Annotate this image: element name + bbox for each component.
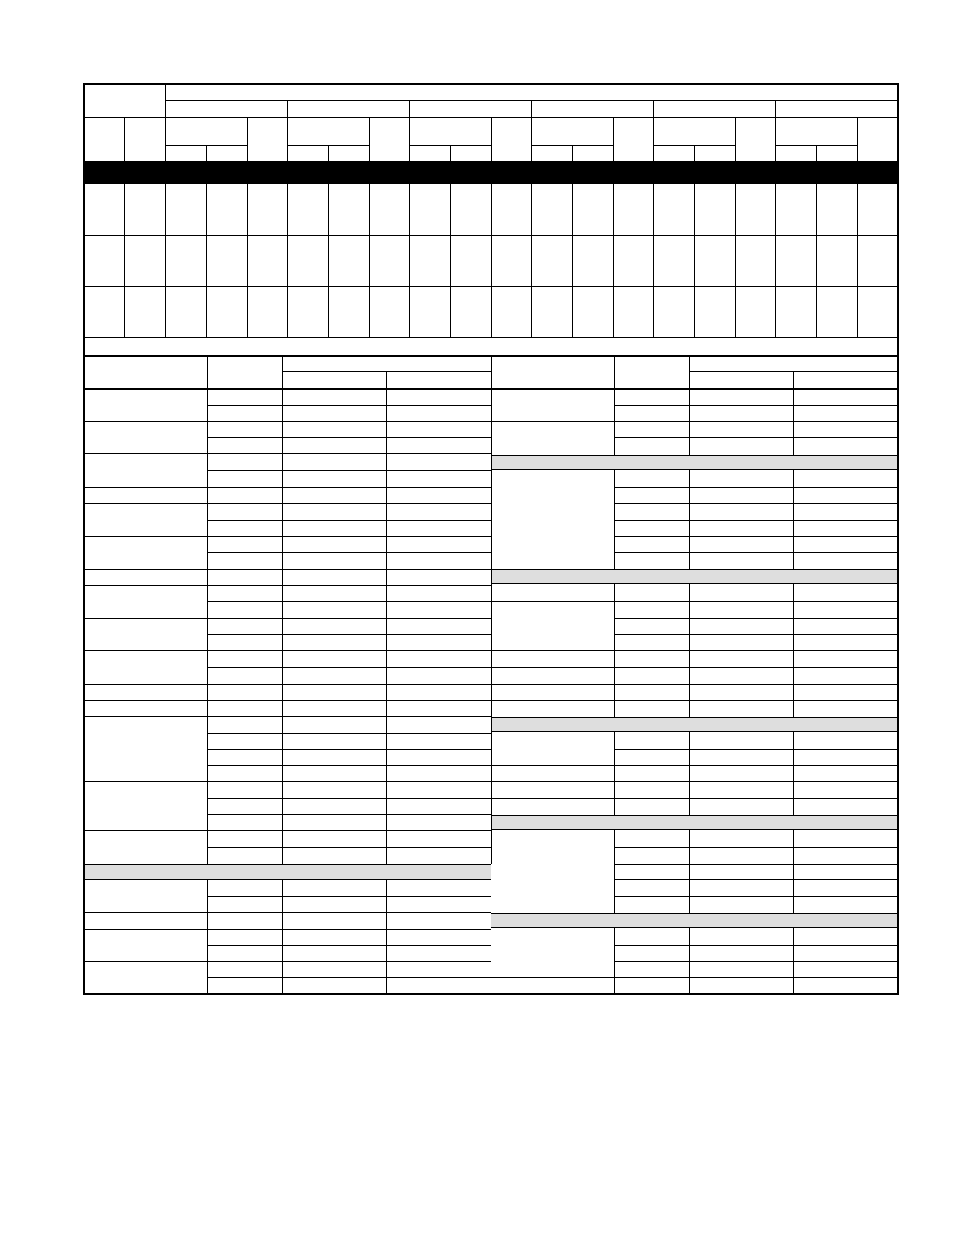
grid-line-horizontal xyxy=(207,437,491,438)
grid-line-horizontal xyxy=(614,634,897,635)
grid-line-vertical xyxy=(165,184,166,337)
grid-line-vertical xyxy=(614,469,615,569)
grid-line-vertical xyxy=(614,829,615,913)
grid-line-vertical xyxy=(613,184,614,337)
grid-line-horizontal xyxy=(83,83,899,85)
grid-line-horizontal xyxy=(83,286,897,287)
grid-line-vertical xyxy=(689,469,690,569)
grid-line-vertical xyxy=(386,371,387,388)
shaded-row xyxy=(491,569,897,583)
grid-line-vertical xyxy=(491,117,492,161)
grid-line-vertical xyxy=(775,184,776,337)
grid-line-horizontal xyxy=(207,847,491,848)
grid-line-vertical xyxy=(793,927,794,993)
grid-line-horizontal xyxy=(491,829,897,830)
grid-line-horizontal xyxy=(491,913,897,914)
shaded-row xyxy=(491,717,897,731)
grid-line-horizontal xyxy=(491,731,897,732)
grid-line-horizontal xyxy=(614,437,897,438)
grid-line-vertical xyxy=(653,100,654,161)
shaded-row xyxy=(84,864,491,879)
grid-line-vertical xyxy=(689,389,690,455)
grid-line-vertical xyxy=(247,117,248,161)
grid-line-horizontal xyxy=(83,487,491,488)
grid-line-vertical xyxy=(793,731,794,815)
grid-line-horizontal xyxy=(614,879,897,880)
grid-line-horizontal xyxy=(491,781,897,782)
grid-line-vertical xyxy=(282,389,283,864)
grid-line-horizontal xyxy=(83,961,491,962)
grid-line-vertical xyxy=(793,371,794,388)
grid-line-horizontal xyxy=(614,618,897,619)
grid-line-horizontal xyxy=(83,864,491,865)
grid-line-vertical xyxy=(409,100,410,161)
grid-line-vertical xyxy=(614,731,615,815)
grid-line-horizontal xyxy=(83,879,491,880)
grid-line-vertical xyxy=(491,184,492,337)
grid-line-horizontal xyxy=(614,536,897,537)
grid-line-vertical xyxy=(689,731,690,815)
grid-line-horizontal xyxy=(614,945,897,946)
grid-line-vertical xyxy=(735,184,736,337)
grid-line-vertical xyxy=(775,100,776,161)
grid-line-horizontal xyxy=(83,929,491,930)
grid-line-horizontal xyxy=(491,765,897,766)
grid-line-horizontal xyxy=(207,634,491,635)
grid-line-horizontal xyxy=(83,355,897,357)
shaded-row xyxy=(491,455,897,469)
grid-line-vertical xyxy=(857,184,858,337)
grid-line-vertical xyxy=(572,184,573,337)
grid-line-vertical xyxy=(287,100,288,161)
grid-line-vertical xyxy=(689,927,690,993)
grid-line-horizontal xyxy=(83,569,491,570)
grid-line-horizontal xyxy=(83,388,897,390)
grid-line-vertical xyxy=(531,100,532,161)
grid-line-horizontal xyxy=(614,487,897,488)
grid-line-vertical xyxy=(450,145,451,161)
grid-line-vertical xyxy=(694,145,695,161)
grid-line-horizontal xyxy=(207,601,491,602)
grid-line-horizontal xyxy=(491,650,897,651)
grid-line-horizontal xyxy=(491,569,897,570)
grid-line-horizontal xyxy=(491,798,897,799)
grid-line-horizontal xyxy=(491,455,897,456)
grid-line-vertical xyxy=(287,184,288,337)
grid-line-horizontal xyxy=(207,520,491,521)
grid-line-horizontal xyxy=(614,405,897,406)
grid-line-horizontal xyxy=(83,716,491,717)
grid-line-vertical xyxy=(793,829,794,913)
grid-line-horizontal xyxy=(491,927,897,928)
grid-line-horizontal xyxy=(614,503,897,504)
grid-line-horizontal xyxy=(83,993,899,995)
grid-line-horizontal xyxy=(83,830,491,831)
grid-line-vertical xyxy=(531,184,532,337)
grid-line-horizontal xyxy=(207,552,491,553)
grid-line-vertical xyxy=(689,829,690,913)
grid-line-horizontal xyxy=(207,667,491,668)
grid-line-horizontal xyxy=(207,896,491,897)
grid-line-horizontal xyxy=(83,618,491,619)
grid-line-horizontal xyxy=(614,896,897,897)
grid-line-horizontal xyxy=(207,977,491,978)
grid-line-horizontal xyxy=(491,469,897,470)
grid-line-vertical xyxy=(572,145,573,161)
grid-line-horizontal xyxy=(207,470,491,471)
grid-line-vertical xyxy=(328,184,329,337)
grid-line-vertical xyxy=(207,355,208,388)
grid-line-horizontal xyxy=(614,749,897,750)
grid-line-horizontal xyxy=(83,337,897,338)
grid-line-horizontal xyxy=(83,650,491,651)
grid-line-horizontal xyxy=(207,798,491,799)
grid-line-horizontal xyxy=(491,717,897,718)
grid-line-horizontal xyxy=(614,520,897,521)
grid-line-vertical xyxy=(450,184,451,337)
grid-line-horizontal xyxy=(83,585,491,586)
grid-line-horizontal xyxy=(83,781,491,782)
grid-line-horizontal xyxy=(83,235,897,236)
grid-line-vertical xyxy=(614,927,615,993)
grid-line-vertical xyxy=(206,145,207,161)
grid-line-vertical xyxy=(614,355,615,388)
grid-line-vertical xyxy=(83,83,85,995)
shaded-row xyxy=(491,913,897,928)
grid-line-vertical xyxy=(793,389,794,455)
grid-line-vertical xyxy=(816,184,817,337)
grid-line-vertical xyxy=(124,117,125,161)
grid-line-horizontal xyxy=(207,405,491,406)
grid-line-vertical xyxy=(165,83,166,161)
grid-line-vertical xyxy=(613,117,614,161)
grid-line-horizontal xyxy=(491,601,897,602)
grid-line-horizontal xyxy=(83,503,491,504)
grid-line-vertical xyxy=(491,355,492,388)
grid-line-horizontal xyxy=(491,815,897,816)
grid-line-vertical xyxy=(897,83,899,995)
grid-line-horizontal xyxy=(491,421,897,422)
grid-line-horizontal xyxy=(83,700,491,701)
grid-line-horizontal xyxy=(491,583,897,584)
grid-line-horizontal xyxy=(207,814,491,815)
grid-line-vertical xyxy=(124,184,125,337)
grid-line-vertical xyxy=(491,389,492,864)
grid-line-vertical xyxy=(207,389,208,864)
grid-line-horizontal xyxy=(614,847,897,848)
grid-line-horizontal xyxy=(614,864,897,865)
grid-line-vertical xyxy=(793,469,794,569)
grid-line-vertical xyxy=(386,389,387,864)
grid-line-horizontal xyxy=(491,700,897,701)
grid-line-vertical xyxy=(328,145,329,161)
grid-line-horizontal xyxy=(83,912,491,913)
grid-line-vertical xyxy=(409,184,410,337)
grid-line-horizontal xyxy=(614,961,897,962)
grid-line-horizontal xyxy=(491,977,897,978)
grid-line-vertical xyxy=(369,117,370,161)
grid-line-horizontal xyxy=(491,667,897,668)
grid-line-horizontal xyxy=(491,684,897,685)
grid-line-horizontal xyxy=(83,421,491,422)
grid-line-horizontal xyxy=(207,733,491,734)
section-band xyxy=(84,161,898,184)
grid-line-vertical xyxy=(247,184,248,337)
grid-line-horizontal xyxy=(83,684,491,685)
grid-line-vertical xyxy=(694,184,695,337)
grid-line-vertical xyxy=(369,184,370,337)
grid-line-horizontal xyxy=(614,552,897,553)
grid-line-vertical xyxy=(857,117,858,161)
grid-line-horizontal xyxy=(207,749,491,750)
grid-line-vertical xyxy=(653,184,654,337)
grid-line-horizontal xyxy=(83,536,491,537)
shaded-row xyxy=(491,815,897,829)
grid-line-horizontal xyxy=(207,765,491,766)
grid-line-horizontal xyxy=(83,453,491,454)
grid-line-vertical xyxy=(816,145,817,161)
grid-line-vertical xyxy=(735,117,736,161)
grid-line-vertical xyxy=(614,389,615,455)
grid-line-vertical xyxy=(206,184,207,337)
grid-line-horizontal xyxy=(207,945,491,946)
